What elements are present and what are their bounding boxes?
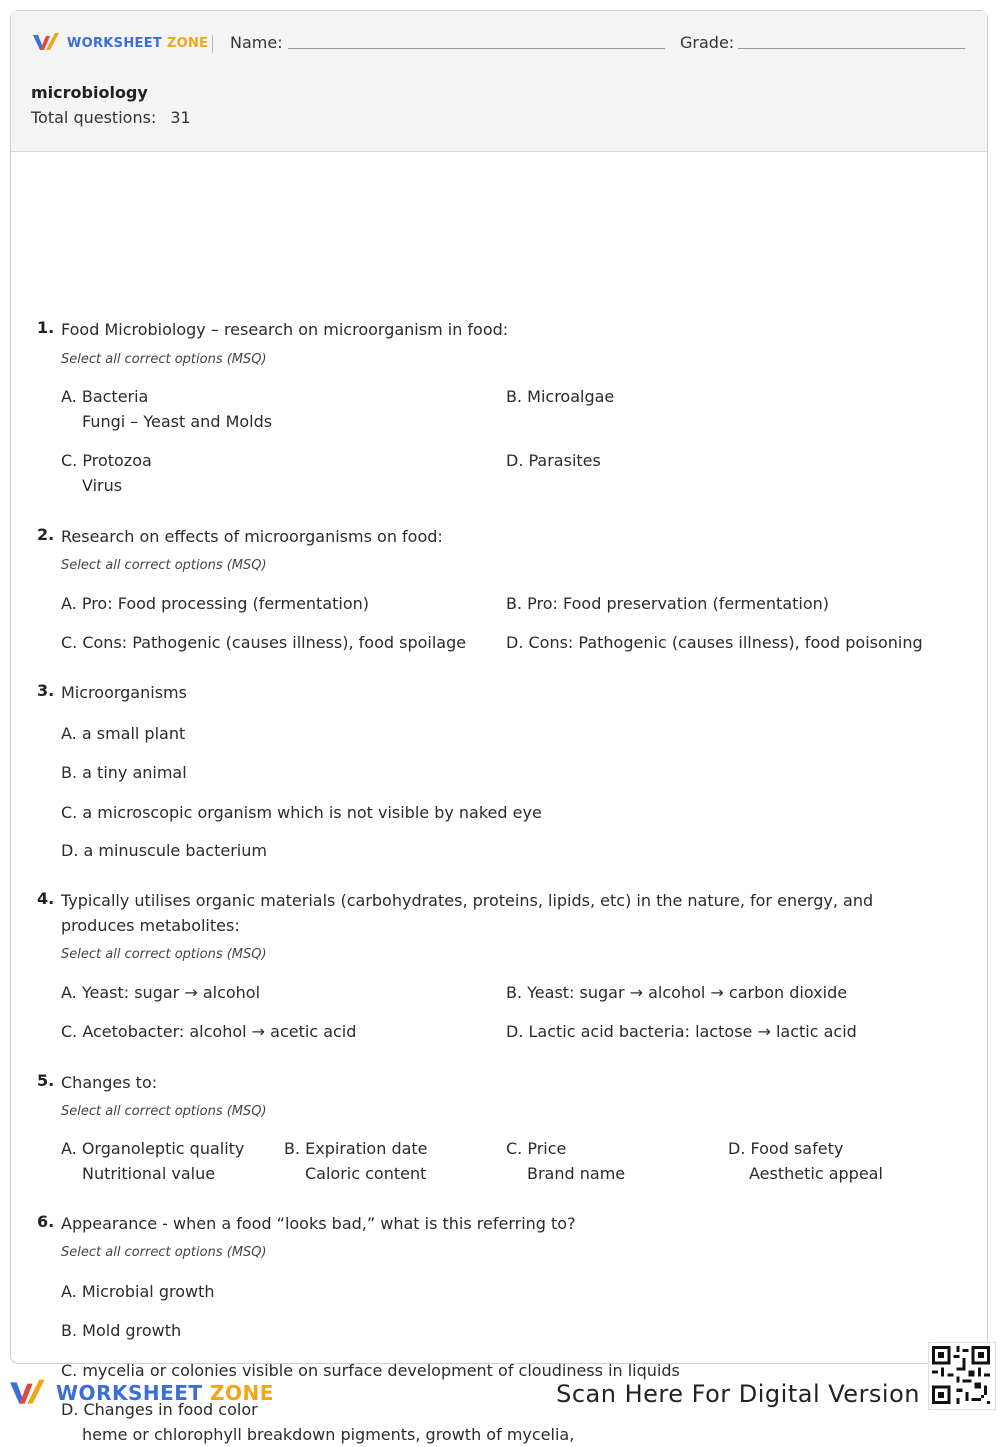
option-d[interactable]: D. Changes in food color heme or chlorophyll breakdown pigments, growth of mycelia, <box>61 1400 575 1444</box>
option-c[interactable]: C. Acetobacter: alcohol → acetic acid <box>61 1022 357 1041</box>
question-text: Research on effects of microorganisms on food: <box>61 527 443 546</box>
option-b[interactable]: B. Mold growth <box>61 1321 182 1340</box>
logo-icon <box>10 1378 50 1408</box>
option-c[interactable]: C. a microscopic organism which is not visible by naked eye <box>61 803 542 822</box>
option-b[interactable]: B. Yeast: sugar → alcohol → carbon dioxide <box>506 983 848 1002</box>
option-b[interactable]: B. Expiration date Caloric content <box>284 1139 428 1183</box>
option-a[interactable]: A. Organoleptic quality Nutritional value <box>61 1139 245 1183</box>
qr-code-icon[interactable] <box>928 1342 996 1410</box>
logo-wordmark: WORKSHEET ZONE <box>56 1381 274 1405</box>
scan-text: Scan Here For Digital Version <box>556 1380 920 1408</box>
option-d[interactable]: D. Lactic acid bacteria: lactose → lactic acid <box>506 1022 857 1041</box>
msq-note: Select all correct options (MSQ) <box>61 352 267 367</box>
option-c[interactable]: C. Price Brand name <box>506 1139 626 1183</box>
option-a[interactable]: A. Microbial growth <box>61 1282 215 1301</box>
question-text: Microorganisms <box>61 683 187 702</box>
option-d[interactable]: D. Parasites <box>506 451 601 470</box>
option-c[interactable]: C. mycelia or colonies visible on surface development of cloudiness in liquids <box>61 1361 680 1380</box>
option-d[interactable]: D. a minuscule bacterium <box>61 841 267 860</box>
option-c[interactable]: C. Cons: Pathogenic (causes illness), food spoilage <box>61 633 467 652</box>
option-d[interactable]: D. Cons: Pathogenic (causes illness), food poisoning <box>506 633 923 652</box>
option-a[interactable]: A. Pro: Food processing (fermentation) <box>61 594 370 613</box>
total-value: 31 <box>170 108 191 127</box>
msq-note: Select all correct options (MSQ) <box>61 1104 267 1119</box>
option-c[interactable]: C. Protozoa Virus <box>61 451 152 495</box>
question-text: Food Microbiology – research on microorganism in food: <box>61 320 509 339</box>
logo-wordmark: WORKSHEET ZONE <box>67 35 209 51</box>
logo-icon <box>33 33 63 53</box>
question-number: 2. <box>37 525 55 544</box>
divider <box>212 35 213 53</box>
question-number: 3. <box>37 681 55 700</box>
option-b[interactable]: B. Pro: Food preservation (fermentation) <box>506 594 830 613</box>
grade-label: Grade: <box>680 33 735 52</box>
subject-title: microbiology <box>31 83 148 102</box>
question-number: 6. <box>37 1212 55 1231</box>
footer-logo <box>10 1378 274 1408</box>
question-text: Changes to: <box>61 1073 158 1092</box>
header-logo <box>33 33 208 53</box>
option-a[interactable]: A. a small plant <box>61 724 186 743</box>
msq-note: Select all correct options (MSQ) <box>61 947 267 962</box>
option-a[interactable]: A. Bacteria Fungi – Yeast and Molds <box>61 387 273 431</box>
question-number: 5. <box>37 1071 55 1090</box>
total-label: Total questions: <box>31 108 157 127</box>
worksheet-header <box>11 11 987 152</box>
option-d[interactable]: D. Food safety Aesthetic appeal <box>728 1139 883 1183</box>
msq-note: Select all correct options (MSQ) <box>61 1245 267 1260</box>
question-text: Typically utilises organic materials (carbohydrates, proteins, lipids, etc) in the nature, for energy, and produces metabolites: <box>61 891 874 935</box>
question-text: Appearance - when a food “looks bad,” what is this referring to? <box>61 1214 576 1233</box>
option-b[interactable]: B. Microalgae <box>506 387 615 406</box>
question-number: 4. <box>37 889 55 908</box>
option-a[interactable]: A. Yeast: sugar → alcohol <box>61 983 261 1002</box>
total-questions <box>31 108 191 127</box>
option-b[interactable]: B. a tiny animal <box>61 763 187 782</box>
question-number: 1. <box>37 318 55 337</box>
msq-note: Select all correct options (MSQ) <box>61 558 267 573</box>
grade-field[interactable] <box>738 48 965 49</box>
name-label: Name: <box>230 33 283 52</box>
name-field[interactable] <box>288 48 665 49</box>
